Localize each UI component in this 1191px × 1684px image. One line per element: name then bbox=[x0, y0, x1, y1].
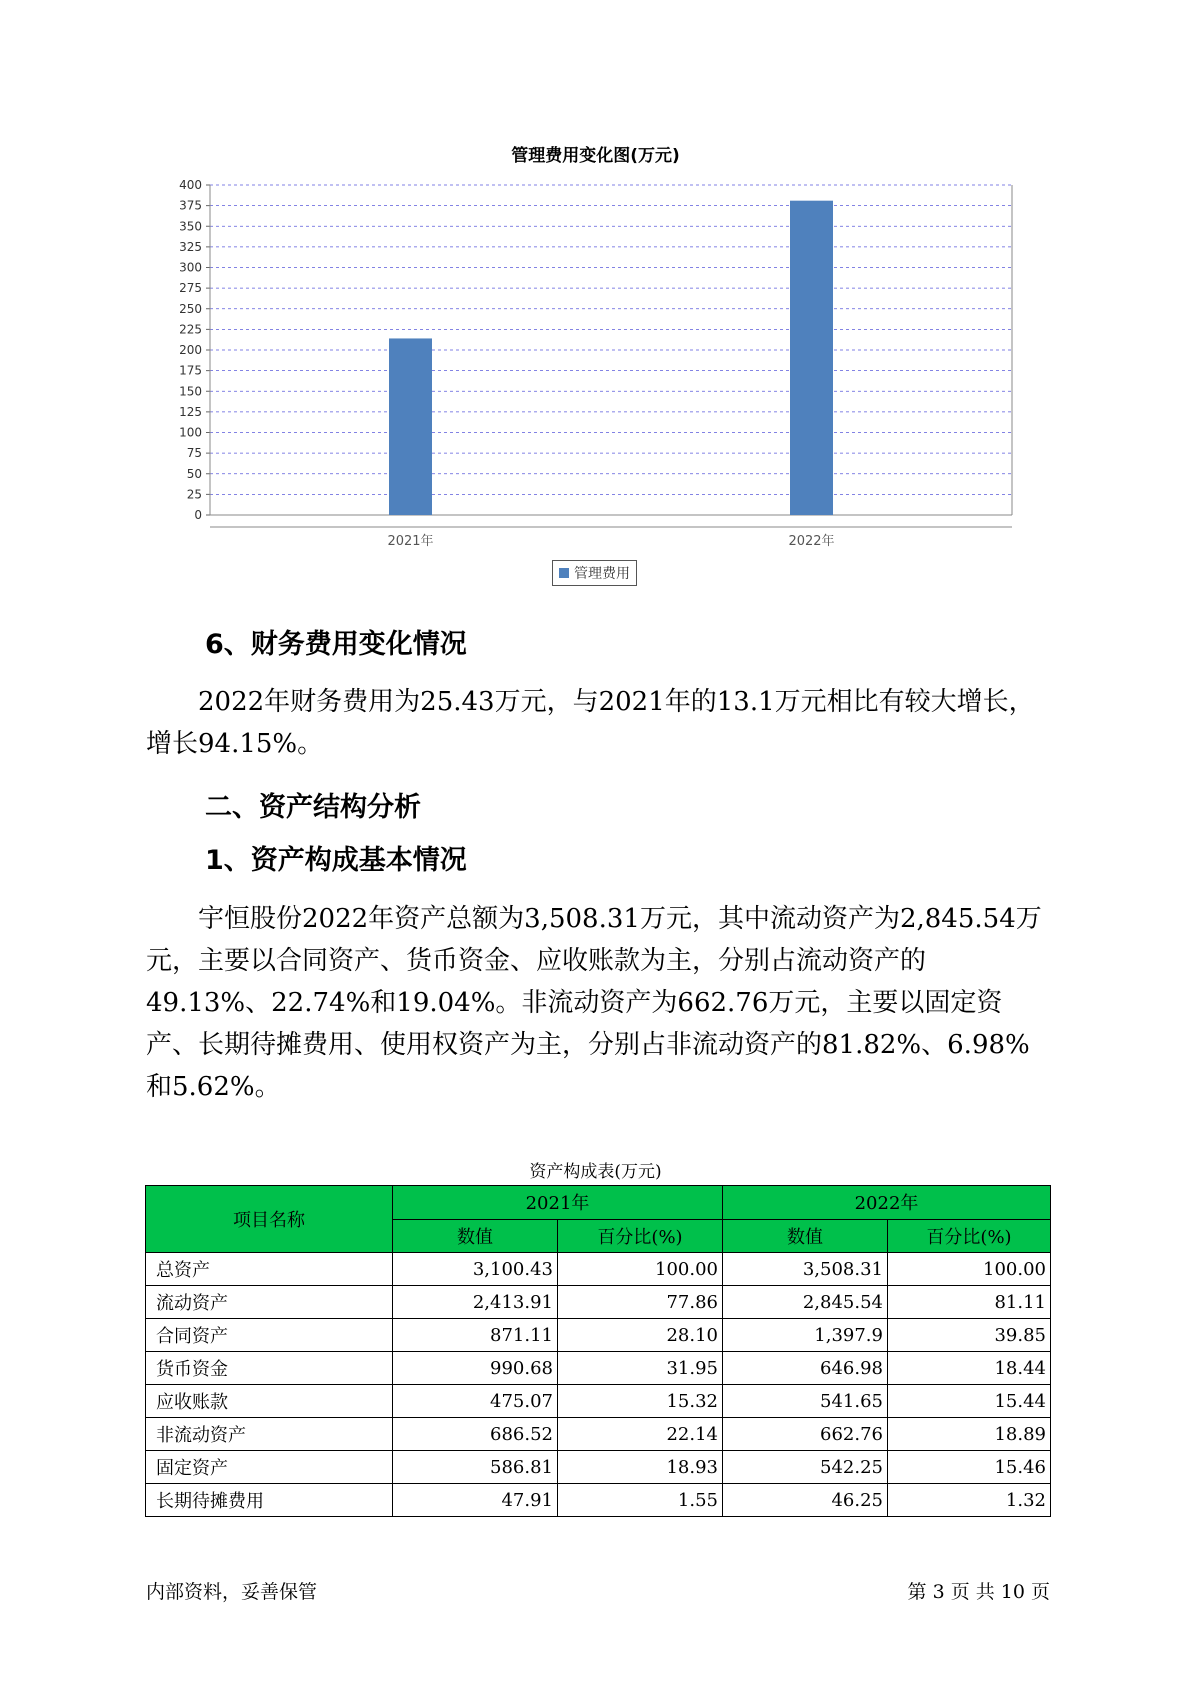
cell-pct-2021: 22.14 bbox=[558, 1418, 723, 1451]
footer-page-number: 第 3 页 共 10 页 bbox=[907, 1581, 1050, 1603]
chart-title: 管理费用变化图(万元) bbox=[511, 146, 680, 166]
cell-pct-2021: 1.55 bbox=[558, 1484, 723, 1517]
section-heading-asset-composition: 1、资产构成基本情况 bbox=[205, 845, 467, 876]
table-row bbox=[146, 1319, 1051, 1352]
legend-label: 管理费用 bbox=[574, 566, 630, 582]
x-tick-label: 2022年 bbox=[788, 534, 835, 549]
y-tick-label: 0 bbox=[194, 508, 202, 522]
header-item-name: 项目名称 bbox=[146, 1186, 393, 1253]
y-tick-label: 125 bbox=[179, 404, 202, 419]
row-name: 长期待摊费用 bbox=[146, 1484, 393, 1517]
x-tick-label: 2021年 bbox=[387, 534, 434, 549]
cell-value-2021: 990.68 bbox=[393, 1352, 558, 1385]
footer-confidential-note: 内部资料，妥善保管 bbox=[146, 1581, 318, 1603]
y-tick-label: 150 bbox=[179, 384, 202, 399]
table-row bbox=[146, 1385, 1051, 1418]
cell-value-2021: 871.11 bbox=[393, 1319, 558, 1352]
row-name: 货币资金 bbox=[146, 1352, 393, 1385]
cell-pct-2021: 77.86 bbox=[558, 1286, 723, 1319]
y-tick-label: 75 bbox=[186, 446, 202, 461]
management-expense-chart bbox=[0, 0, 1191, 560]
cell-pct-2022: 15.46 bbox=[888, 1451, 1051, 1484]
chart-legend bbox=[552, 560, 637, 586]
cell-value-2022: 542.25 bbox=[723, 1451, 888, 1484]
cell-pct-2022: 18.89 bbox=[888, 1418, 1051, 1451]
y-tick-label: 200 bbox=[179, 343, 202, 357]
row-name: 合同资产 bbox=[146, 1319, 393, 1352]
cell-pct-2022: 1.32 bbox=[888, 1484, 1051, 1517]
row-name: 总资产 bbox=[146, 1253, 393, 1286]
cell-value-2021: 686.52 bbox=[393, 1418, 558, 1451]
table-row bbox=[146, 1484, 1051, 1517]
cell-value-2021: 475.07 bbox=[393, 1385, 558, 1418]
cell-pct-2021: 28.10 bbox=[558, 1319, 723, 1352]
table-row bbox=[146, 1253, 1051, 1286]
bar bbox=[389, 338, 432, 515]
y-tick-label: 375 bbox=[179, 198, 202, 213]
cell-value-2021: 2,413.91 bbox=[393, 1286, 558, 1319]
header-pct-2022: 百分比(%) bbox=[888, 1219, 1051, 1253]
y-tick-label: 50 bbox=[186, 466, 202, 481]
table-row bbox=[146, 1286, 1051, 1319]
asset-composition-table bbox=[145, 1185, 1051, 1517]
cell-pct-2022: 18.44 bbox=[888, 1352, 1051, 1385]
y-tick-label: 300 bbox=[179, 260, 202, 275]
header-value-2021: 数值 bbox=[393, 1219, 558, 1253]
section-heading-asset-structure: 二、资产结构分析 bbox=[205, 792, 421, 823]
cell-value-2022: 2,845.54 bbox=[723, 1286, 888, 1319]
cell-value-2022: 646.98 bbox=[723, 1352, 888, 1385]
y-tick-label: 25 bbox=[186, 487, 202, 502]
cell-value-2021: 3,100.43 bbox=[393, 1253, 558, 1286]
cell-pct-2022: 81.11 bbox=[888, 1286, 1051, 1319]
cell-pct-2021: 31.95 bbox=[558, 1352, 723, 1385]
header-year-2021: 2021年 bbox=[393, 1186, 723, 1220]
cell-pct-2022: 15.44 bbox=[888, 1385, 1051, 1418]
y-tick-label: 250 bbox=[179, 301, 202, 316]
cell-value-2022: 3,508.31 bbox=[723, 1253, 888, 1286]
cell-value-2022: 1,397.9 bbox=[723, 1319, 888, 1352]
paragraph-asset-composition: 宇恒股份2022年资产总额为3,508.31万元，其中流动资产为2,845.54万元，主要以合同资产、货币资金、应收账款为主，分别占流动资产的49.13%、22.74%和19.04%。非流动资产为662.76万元，主要以固定资产、长期待摊费用、使用权资产为主，分别占非流动资产的81.82%、6.98%和5.62%。 bbox=[146, 904, 1042, 1102]
legend-swatch bbox=[559, 568, 569, 578]
row-name: 流动资产 bbox=[146, 1286, 393, 1319]
cell-pct-2021: 100.00 bbox=[558, 1253, 723, 1286]
y-tick-label: 275 bbox=[179, 281, 202, 296]
section-heading-finance-expense: 6、财务费用变化情况 bbox=[205, 629, 467, 660]
y-tick-label: 325 bbox=[179, 239, 202, 254]
row-name: 固定资产 bbox=[146, 1451, 393, 1484]
table-row bbox=[146, 1352, 1051, 1385]
cell-value-2021: 586.81 bbox=[393, 1451, 558, 1484]
row-name: 应收账款 bbox=[146, 1385, 393, 1418]
table-row bbox=[146, 1451, 1051, 1484]
header-year-2022: 2022年 bbox=[723, 1186, 1051, 1220]
table-row bbox=[146, 1418, 1051, 1451]
y-tick-label: 350 bbox=[179, 219, 202, 234]
cell-pct-2022: 100.00 bbox=[888, 1253, 1051, 1286]
y-tick-label: 175 bbox=[179, 363, 202, 378]
cell-value-2022: 46.25 bbox=[723, 1484, 888, 1517]
bar bbox=[790, 201, 833, 515]
cell-pct-2021: 18.93 bbox=[558, 1451, 723, 1484]
cell-pct-2021: 15.32 bbox=[558, 1385, 723, 1418]
cell-value-2022: 662.76 bbox=[723, 1418, 888, 1451]
row-name: 非流动资产 bbox=[146, 1418, 393, 1451]
paragraph-finance-expense: 2022年财务费用为25.43万元，与2021年的13.1万元相比有较大增长，增长94.15%。 bbox=[146, 687, 1035, 759]
header-pct-2021: 百分比(%) bbox=[558, 1219, 723, 1253]
cell-value-2021: 47.91 bbox=[393, 1484, 558, 1517]
cell-pct-2022: 39.85 bbox=[888, 1319, 1051, 1352]
header-value-2022: 数值 bbox=[723, 1219, 888, 1253]
table-title: 资产构成表(万元) bbox=[529, 1162, 662, 1182]
cell-value-2022: 541.65 bbox=[723, 1385, 888, 1418]
y-tick-label: 225 bbox=[179, 322, 202, 337]
y-tick-label: 400 bbox=[179, 178, 202, 192]
y-tick-label: 100 bbox=[179, 425, 202, 440]
